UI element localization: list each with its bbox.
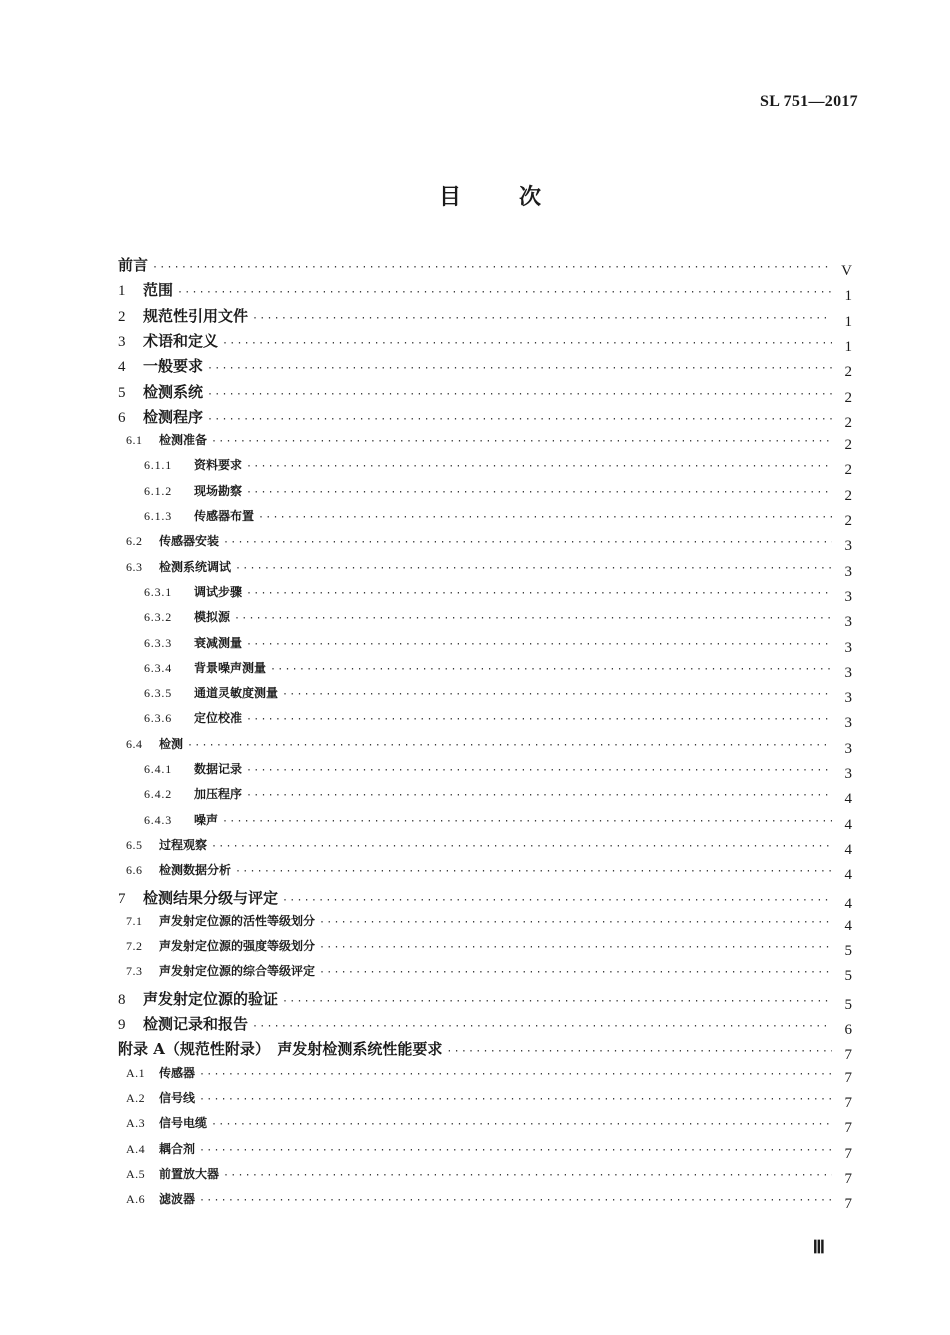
toc-entry[interactable] — [144, 760, 852, 782]
toc-entry-page: 4 — [844, 841, 852, 858]
dot-leader — [319, 917, 832, 928]
toc-entry-number: 6.3.4 — [144, 660, 172, 675]
toc-entry-page: 1 — [844, 313, 852, 330]
toc-entry-number: 6.4.3 — [144, 812, 172, 827]
toc-entry[interactable] — [118, 988, 852, 1013]
toc-entry[interactable] — [126, 937, 852, 959]
dot-leader — [252, 1021, 832, 1032]
dot-leader — [207, 414, 832, 425]
toc-entry-title: 规范性引用文件 — [143, 306, 249, 325]
toc-entry-number: 6.3.3 — [144, 635, 172, 650]
toc-entry[interactable] — [144, 507, 852, 529]
toc-entry-number: 6.3.2 — [144, 610, 172, 625]
toc-entry-title: 信号线 — [159, 1090, 196, 1105]
toc-entry-page: 3 — [844, 664, 852, 681]
toc-entry-number: 4 — [118, 359, 126, 376]
toc-entry-page: 5 — [844, 943, 852, 960]
toc-entry[interactable] — [144, 709, 852, 731]
dot-leader — [152, 262, 832, 273]
toc-entry-label — [144, 659, 266, 676]
toc-entry-title: 背景噪声测量 — [194, 660, 267, 675]
toc-entry-page: 5 — [844, 968, 852, 985]
toc-entry-page: 4 — [844, 816, 852, 833]
toc-entry[interactable] — [118, 406, 852, 431]
toc-entry-label — [144, 456, 242, 473]
toc-entry-label — [144, 608, 230, 625]
page-title — [0, 180, 950, 211]
title-char-1: 目 — [438, 185, 461, 210]
toc-entry-label — [118, 1038, 442, 1059]
toc-entry[interactable] — [126, 1190, 852, 1212]
toc-entry-title: 模拟源 — [194, 610, 231, 625]
toc-entry-title: 定位校准 — [194, 711, 243, 726]
toc-entry-title: 检测准备 — [159, 433, 208, 448]
toc-entry-title: 一般要求 — [143, 357, 204, 376]
toc-entry-label — [126, 836, 207, 853]
dot-leader — [235, 563, 832, 574]
toc-entry-title: 检测结果分级与评定 — [143, 888, 279, 907]
toc-entry-page: 7 — [844, 1196, 852, 1213]
toc-entry-number: 6.1.1 — [144, 458, 172, 473]
dot-leader — [199, 1069, 832, 1080]
toc-entry-label — [126, 962, 315, 979]
toc-entry-page: 7 — [844, 1047, 852, 1064]
toc-entry-number: 7.1 — [126, 913, 143, 928]
toc-entry-number: 6.6 — [126, 863, 143, 878]
dot-leader — [211, 841, 832, 852]
dot-leader — [211, 436, 832, 447]
toc-entry-label — [118, 330, 218, 351]
toc-entry-number: 6.3.5 — [144, 686, 172, 701]
toc-entry-page: 3 — [844, 766, 852, 782]
dot-leader — [246, 714, 832, 725]
toc-entry-title: 检测数据分析 — [159, 863, 232, 878]
toc-entry-page: 2 — [844, 462, 852, 479]
toc-entry-number: 3 — [118, 333, 126, 350]
toc-entry-page: 7 — [844, 1094, 852, 1111]
toc-entry-label — [118, 279, 173, 300]
page-number: Ⅲ — [812, 1237, 825, 1257]
toc-entry-label — [126, 532, 219, 549]
toc-entry[interactable] — [144, 583, 852, 605]
dot-leader — [199, 1195, 832, 1206]
dot-leader — [223, 1170, 832, 1181]
toc-entry-title: 范围 — [143, 281, 174, 300]
toc-entry-number: 5 — [118, 384, 126, 401]
toc-entry-title: 数据记录 — [194, 762, 243, 776]
toc-entry-page: 3 — [844, 740, 852, 757]
toc-entry-title: 前言 — [118, 256, 149, 274]
toc-entry-page: 4 — [844, 895, 852, 912]
toc-entry-title: 过程观察 — [159, 837, 208, 852]
toc-entry-number: 6.4.1 — [144, 762, 172, 776]
toc-entry[interactable] — [144, 482, 852, 504]
dot-leader — [223, 537, 832, 548]
toc-entry-title: 检测 — [159, 736, 184, 751]
toc-entry[interactable] — [144, 811, 852, 833]
toc-entry-number: A.2 — [126, 1090, 146, 1105]
toc-entry-label — [126, 558, 231, 575]
toc-entry[interactable] — [126, 735, 852, 757]
toc-entry-title: 传感器布置 — [194, 509, 255, 523]
toc-entry-label — [118, 355, 203, 376]
toc-entry-number: 6.5 — [126, 837, 143, 852]
toc-entry-number: A.5 — [126, 1166, 146, 1181]
toc-entry-title: 声发射定位源的强度等级划分 — [159, 939, 316, 954]
dot-leader — [446, 1046, 832, 1057]
toc-entry-number: 9 — [118, 1017, 126, 1033]
toc-entry[interactable] — [126, 962, 852, 984]
toc-entry-label — [118, 988, 278, 1009]
toc-entry-title: 附录 A（规范性附录） 声发射检测系统性能要求 — [118, 1040, 443, 1059]
toc-entry-label — [144, 684, 278, 701]
toc-entry-page: 2 — [844, 389, 852, 406]
toc-entry-page: 7 — [844, 1170, 852, 1187]
toc-entry[interactable] — [144, 634, 852, 656]
toc-entry-title: 资料要求 — [194, 458, 243, 473]
toc-entry-label — [144, 811, 218, 828]
toc-entry-label — [126, 735, 183, 752]
toc-entry-label — [144, 507, 254, 524]
toc-entry[interactable] — [126, 1064, 852, 1086]
dot-leader — [258, 512, 832, 523]
dot-leader — [199, 1094, 832, 1105]
toc-entry-page: 1 — [844, 288, 852, 305]
toc-entry-label — [144, 760, 242, 777]
toc-entry-label — [126, 1089, 195, 1106]
toc-entry-number: 8 — [118, 991, 126, 1008]
toc-entry-page: 5 — [844, 996, 852, 1013]
dot-leader — [246, 461, 832, 472]
dot-leader — [270, 664, 832, 675]
dot-leader — [282, 689, 832, 700]
toc-entry-label — [144, 482, 242, 499]
toc-entry-page: 2 — [844, 513, 852, 529]
dot-leader — [199, 1145, 832, 1156]
toc-entry-number: 6.4.2 — [144, 787, 172, 802]
toc-entry-number: 6.3.1 — [144, 584, 172, 599]
toc-entry-title: 衰减测量 — [194, 635, 243, 650]
toc-entry-title: 声发射定位源的活性等级划分 — [159, 913, 316, 928]
toc-entry-title: 信号电缆 — [159, 1116, 208, 1131]
dot-leader — [177, 287, 832, 298]
toc-entry-title: 检测记录和报告 — [143, 1015, 249, 1033]
toc-entry-page: 2 — [844, 437, 852, 454]
toc-entry-label — [126, 861, 231, 878]
toc-entry[interactable] — [144, 684, 852, 706]
toc-entry-label — [126, 431, 207, 448]
toc-entry[interactable] — [118, 381, 852, 406]
toc-entry[interactable] — [126, 431, 852, 453]
toc-entry-page: 7 — [844, 1069, 852, 1086]
toc-entry-title: 前置放大器 — [159, 1166, 220, 1181]
toc-entry-title: 通道灵敏度测量 — [194, 686, 279, 701]
toc-entry[interactable] — [126, 1140, 852, 1162]
dot-leader — [222, 816, 832, 827]
toc-entry-page: 7 — [844, 1145, 852, 1162]
dot-leader — [207, 389, 832, 400]
toc-entry-page: 2 — [844, 487, 852, 504]
toc-entry[interactable] — [144, 456, 852, 478]
toc-entry[interactable] — [118, 330, 852, 355]
toc-entry-title: 检测系统 — [143, 382, 204, 401]
toc-entry-number: A.3 — [126, 1116, 146, 1131]
toc-entry[interactable] — [118, 305, 852, 330]
toc-entry-number: 6.2 — [126, 534, 143, 549]
toc-entry-number: A.1 — [126, 1065, 146, 1080]
toc-entry-title: 滤波器 — [159, 1192, 196, 1207]
toc-entry-page: 1 — [844, 338, 852, 355]
toc-entry[interactable] — [118, 279, 852, 305]
dot-leader — [246, 588, 832, 599]
toc-entry[interactable] — [144, 785, 852, 807]
toc-entry-page: 2 — [844, 414, 852, 431]
toc-entry[interactable] — [126, 1165, 852, 1187]
toc-entry-label — [144, 583, 242, 600]
toc-entry-label — [118, 381, 203, 402]
toc-entry-page: 7 — [844, 1120, 852, 1137]
toc-entry-page: 4 — [844, 867, 852, 884]
toc-entry-page: 3 — [844, 538, 852, 555]
toc-entry-page: 3 — [844, 588, 852, 605]
toc-entry-number: A.4 — [126, 1141, 146, 1156]
toc-entry-number: 7 — [118, 890, 126, 907]
toc-entry[interactable] — [144, 659, 852, 681]
toc-entry-label — [126, 912, 315, 929]
toc-entry[interactable] — [118, 355, 852, 381]
toc-entry-title: 噪声 — [194, 812, 219, 827]
toc-entry[interactable] — [126, 532, 852, 554]
toc-entry-title: 传感器安装 — [159, 534, 220, 549]
toc-entry-number: 6 — [118, 409, 126, 426]
toc-entry-title: 声发射定位源的验证 — [143, 989, 279, 1008]
dot-leader — [246, 487, 832, 498]
toc-entry-title: 现场勘察 — [194, 483, 243, 498]
toc-entry-number: 6.1.2 — [144, 483, 172, 498]
toc-entry-label — [144, 634, 242, 651]
toc-entry-label — [118, 406, 203, 427]
toc-entry-title: 术语和定义 — [143, 331, 219, 350]
toc-entry-label — [126, 1165, 219, 1182]
toc-entry-number: 7.3 — [126, 964, 143, 979]
toc-entry-label — [144, 709, 242, 726]
dot-leader — [246, 765, 832, 776]
toc-entry-title: 耦合剂 — [159, 1141, 196, 1156]
toc-entry-title: 加压程序 — [194, 787, 243, 802]
dot-leader — [246, 639, 832, 650]
toc-entry-number: 6.4 — [126, 736, 143, 751]
toc-entry[interactable] — [126, 836, 852, 858]
dot-leader — [235, 866, 832, 877]
toc-entry-number: 6.1.3 — [144, 509, 172, 523]
toc-entry[interactable] — [118, 887, 852, 912]
toc-entry-number: 6.3 — [126, 559, 143, 574]
toc-entry-label — [118, 1013, 248, 1034]
dot-leader — [222, 338, 832, 349]
toc-entry[interactable] — [118, 254, 852, 279]
toc-entry[interactable] — [144, 608, 852, 630]
toc-entry-page: 4 — [844, 791, 852, 808]
toc-entry-number: 7.2 — [126, 939, 143, 954]
dot-leader — [246, 790, 832, 801]
toc-entry-label — [118, 254, 148, 275]
toc-entry-page: 3 — [844, 639, 852, 656]
toc-entry-page: 3 — [844, 563, 852, 580]
toc-entry-number: A.6 — [126, 1192, 146, 1207]
toc-entry-page: 6 — [844, 1022, 852, 1038]
toc-entry-page: 3 — [844, 614, 852, 631]
toc-entry-label — [144, 785, 242, 802]
toc-entry-number: 6.3.6 — [144, 711, 172, 726]
toc-entry[interactable] — [126, 912, 852, 934]
dot-leader — [282, 895, 832, 906]
toc-entry-label — [126, 1064, 195, 1081]
toc-entry-label — [118, 887, 278, 908]
title-char-2: 次 — [519, 185, 542, 210]
toc-entry[interactable] — [126, 861, 852, 883]
dot-leader — [207, 363, 832, 374]
toc-entry[interactable] — [118, 1013, 852, 1038]
dot-leader — [252, 313, 832, 324]
toc-entry-number: 6.1 — [126, 433, 143, 448]
toc-entry-label — [126, 1190, 195, 1207]
toc-entry-page: V — [841, 263, 852, 279]
dot-leader — [187, 740, 832, 751]
toc-entry-title: 检测程序 — [143, 407, 204, 426]
toc-entry-page: 3 — [844, 715, 852, 732]
toc-entry[interactable] — [126, 558, 852, 580]
dot-leader — [211, 1119, 832, 1130]
dot-leader — [319, 967, 832, 978]
toc-entry[interactable] — [118, 1038, 852, 1064]
toc-entry-label — [126, 1140, 195, 1157]
toc-entry-title: 调试步骤 — [194, 584, 243, 599]
toc-entry-title: 传感器 — [159, 1065, 196, 1080]
toc-entry-title: 声发射定位源的综合等级评定 — [159, 964, 316, 979]
toc-entry-page: 3 — [844, 690, 852, 707]
toc-entry-number: 1 — [118, 283, 126, 300]
dot-leader — [282, 996, 832, 1007]
toc-entry-label — [126, 937, 315, 954]
standard-code: SL 751—2017 — [760, 93, 858, 110]
toc-entry-label — [118, 305, 248, 326]
dot-leader — [319, 942, 832, 953]
toc-entry[interactable] — [126, 1089, 852, 1111]
toc-entry-label — [126, 1114, 207, 1131]
toc-entry-page: 4 — [844, 917, 852, 934]
toc-entry-number: 2 — [118, 308, 126, 325]
dot-leader — [234, 613, 832, 624]
toc-entry-title: 检测系统调试 — [159, 559, 232, 574]
toc-entry[interactable] — [126, 1114, 852, 1136]
toc-entry-page: 2 — [844, 364, 852, 381]
